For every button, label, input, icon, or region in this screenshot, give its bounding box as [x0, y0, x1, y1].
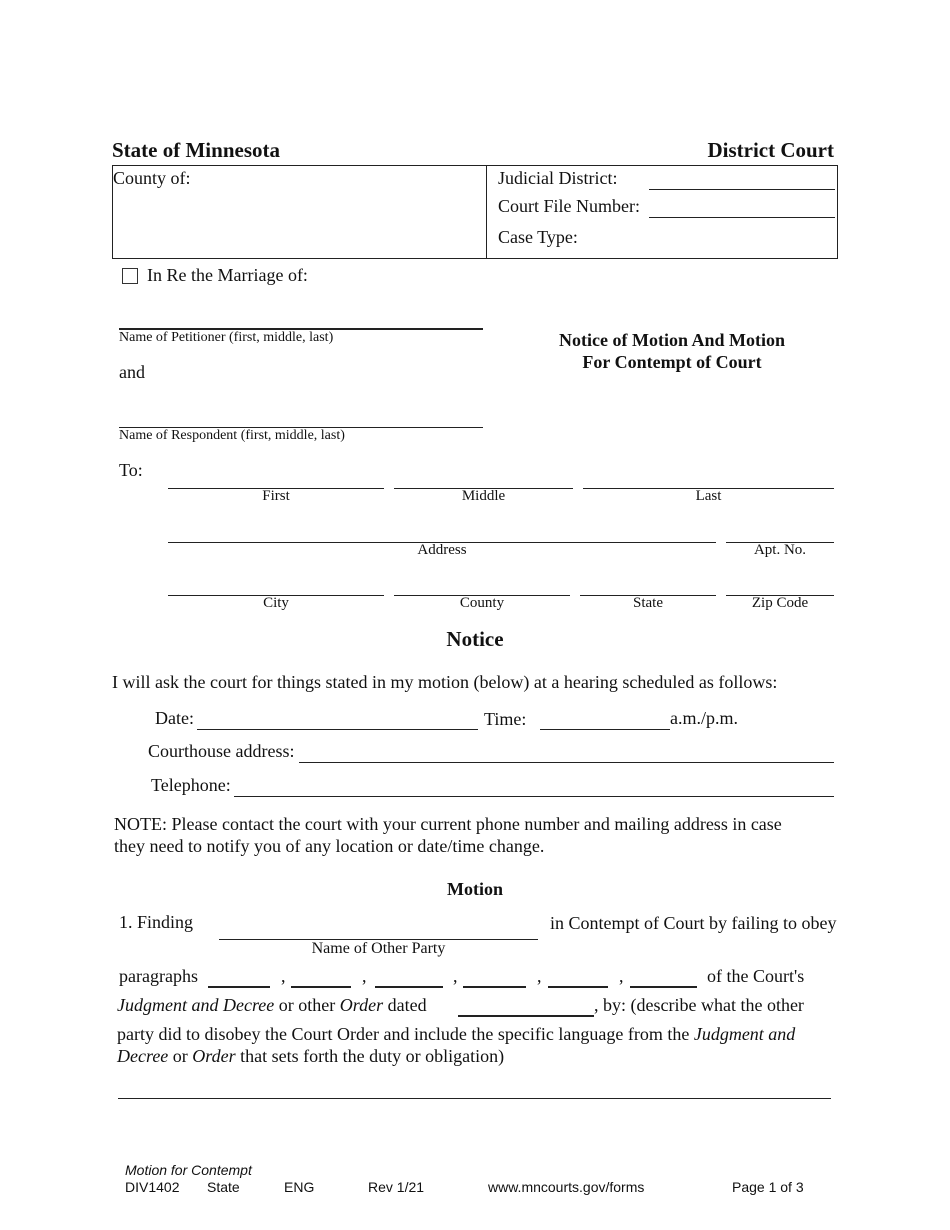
of-courts-label: of the Court's — [707, 966, 805, 986]
desc-duty-text: that sets forth the duty or obligation) — [235, 1046, 505, 1066]
note-line1: NOTE: Please contact the court with your current phone number and mailing address in case — [114, 814, 782, 834]
footer-language: ENG — [284, 1179, 315, 1195]
judgment-and-decree-text: Judgment and Decree — [117, 995, 275, 1015]
desc-decree-text: Decree — [117, 1046, 169, 1066]
court-file-number-input[interactable] — [649, 200, 835, 218]
courthouse-address-label: Courthouse address: — [148, 741, 295, 761]
courthouse-address-input[interactable] — [299, 745, 834, 763]
or-other-text: or other — [274, 995, 340, 1015]
in-re-label: In Re the Marriage of: — [147, 265, 308, 285]
hearing-time-input[interactable] — [540, 712, 670, 730]
first-label: First — [262, 488, 290, 504]
time-label: Time: — [484, 709, 527, 729]
desc-judgment-and-text: Judgment and — [693, 1024, 796, 1044]
ampm-label: a.m./p.m. — [670, 708, 738, 728]
by-label: , by: (describe what the other — [594, 995, 804, 1015]
court-file-number-label: Court File Number: — [498, 196, 640, 216]
middle-label: Middle — [461, 488, 506, 504]
comma-5: , — [619, 966, 624, 986]
other-party-label: Name of Other Party — [311, 940, 446, 957]
state-title: State of Minnesota — [112, 138, 280, 162]
description-line2 — [117, 1024, 795, 1045]
order-text: Order — [339, 995, 384, 1015]
paragraph-input-5[interactable] — [548, 970, 608, 988]
city-label: City — [263, 595, 289, 611]
city-input[interactable] — [168, 578, 384, 596]
form-title-line1: Notice of Motion And Motion — [559, 330, 785, 350]
court-title: District Court — [707, 138, 834, 162]
description-line3 — [117, 1046, 504, 1067]
footer-website-link[interactable]: www.mncourts.gov/forms — [488, 1179, 645, 1195]
date-label: Date: — [155, 708, 194, 728]
dated-text: dated — [383, 995, 427, 1015]
first-name-input[interactable] — [168, 471, 384, 489]
footer-page-number: Page 1 of 3 — [732, 1179, 804, 1195]
case-box-divider — [486, 165, 487, 258]
footer-jurisdiction: State — [207, 1179, 240, 1195]
desc-or-text: or — [168, 1046, 193, 1066]
in-re-marriage-checkbox[interactable] — [122, 268, 138, 284]
petitioner-label: Name of Petitioner (first, middle, last) — [119, 330, 334, 345]
comma-2: , — [362, 966, 367, 986]
paragraph-input-3[interactable] — [375, 970, 443, 988]
paragraph-input-4[interactable] — [463, 970, 526, 988]
to-label: To: — [119, 460, 143, 480]
paragraphs-label: paragraphs — [119, 966, 198, 986]
form-title-line2: For Contempt of Court — [582, 352, 762, 372]
comma-3: , — [453, 966, 458, 986]
case-type-label: Case Type: — [498, 227, 578, 247]
desc-order-text: Order — [192, 1046, 236, 1066]
footer-revision: Rev 1/21 — [368, 1179, 425, 1195]
apt-no-label: Apt. No. — [753, 542, 807, 558]
state-input[interactable] — [580, 578, 716, 596]
apt-no-input[interactable] — [726, 525, 834, 543]
comma-4: , — [537, 966, 542, 986]
telephone-input[interactable] — [234, 779, 834, 797]
and-label: and — [119, 362, 145, 382]
item1-suffix: in Contempt of Court by failing to obey — [550, 913, 837, 933]
case-type-input[interactable] — [585, 229, 830, 247]
state-label: State — [633, 595, 663, 611]
notice-heading: Notice — [446, 627, 504, 651]
address-input[interactable] — [168, 525, 716, 543]
hearing-date-input[interactable] — [197, 712, 478, 730]
county-address-input[interactable] — [394, 578, 570, 596]
motion-heading: Motion — [447, 879, 503, 899]
paragraph-input-2[interactable] — [291, 970, 351, 988]
paragraph-input-1[interactable] — [208, 970, 270, 988]
zip-code-label: Zip Code — [751, 595, 809, 611]
description-input[interactable] — [118, 1081, 831, 1099]
judicial-district-label: Judicial District: — [498, 168, 618, 188]
respondent-name-input[interactable] — [119, 410, 483, 428]
respondent-label: Name of Respondent (first, middle, last) — [119, 428, 345, 443]
footer-form-code: DIV1402 — [125, 1179, 180, 1195]
zip-code-input[interactable] — [726, 578, 834, 596]
petitioner-name-input[interactable] — [119, 312, 483, 330]
order-date-input[interactable] — [458, 999, 594, 1017]
footer-form-title: Motion for Contempt — [125, 1162, 252, 1178]
desc-line2-text: party did to disobey the Court Order and include the specific language from the — [117, 1024, 694, 1044]
comma-1: , — [281, 966, 286, 986]
county-input[interactable] — [114, 195, 474, 213]
county-address-label: County — [459, 595, 505, 611]
middle-name-input[interactable] — [394, 471, 573, 489]
county-label: County of: — [113, 168, 191, 188]
item1-prefix: 1. Finding — [119, 912, 194, 932]
notice-intro: I will ask the court for things stated in my motion (below) at a hearing scheduled as follows: — [112, 672, 778, 692]
judgment-line — [117, 995, 427, 1016]
paragraph-input-6[interactable] — [630, 970, 697, 988]
address-label: Address — [417, 542, 467, 558]
last-name-input[interactable] — [583, 471, 834, 489]
other-party-name-input[interactable] — [219, 922, 538, 940]
note-line2: they need to notify you of any location or date/time change. — [114, 836, 545, 856]
last-label: Last — [695, 488, 722, 504]
telephone-label: Telephone: — [151, 775, 231, 795]
judicial-district-input[interactable] — [649, 172, 835, 190]
